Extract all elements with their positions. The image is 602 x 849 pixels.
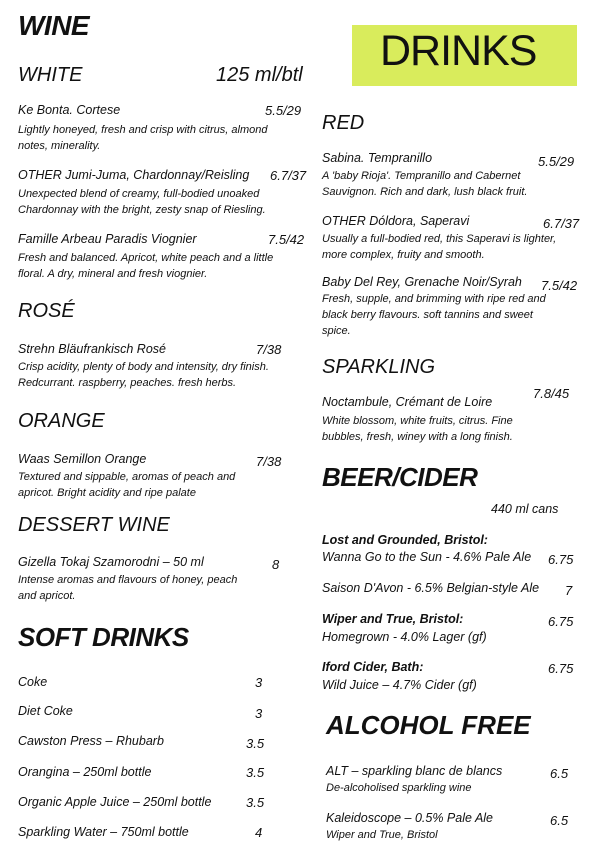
menu-item-desc: A 'baby Rioja'. Tempranillo and Cabernet Sauvignon. Rich and dark, lush black fruit. — [322, 170, 528, 198]
menu-item-name: OTHER Jumi-Juma, Chardonnay/Reisling — [18, 168, 250, 182]
menu-item-desc: White blossom, white fruits, citrus. Fine bubbles, fresh, winey with a long finish. — [322, 415, 513, 443]
menu-item-name: Kaleidoscope – 0.5% Pale Ale — [326, 811, 494, 825]
rose-heading: ROSÉ — [18, 300, 75, 322]
menu-item-price: 7/38 — [256, 454, 282, 469]
menu-item-desc: Crisp acidity, plenty of body and intensity, dry finish. Redcurrant. raspberry, peaches. fresh herbs. — [18, 361, 269, 389]
menu-item-price: 5.5/29 — [265, 103, 302, 118]
beer-size-label: 440 ml cans — [491, 502, 559, 516]
menu-item-price: 6.75 — [548, 552, 574, 567]
menu-item-name: Coke — [18, 675, 48, 689]
menu-item-name: Sparkling Water – 750ml bottle — [18, 825, 189, 839]
menu-item-price: 3.5 — [246, 795, 265, 810]
menu-item-name: Strehn Bläufrankisch Rosé — [18, 342, 166, 356]
menu-item-name: Baby Del Rey, Grenache Noir/Syrah — [322, 275, 522, 289]
menu-item-desc: Wiper and True, Bristol — [326, 829, 438, 841]
menu-item-price: 5.5/29 — [538, 154, 575, 169]
menu-item-name: Saison D'Avon - 6.5% Belgian-style Ale — [322, 581, 540, 595]
menu-item-price: 7.5/42 — [541, 278, 578, 293]
menu-item-price: 3.5 — [246, 736, 265, 751]
menu-item-name: ALT – sparkling blanc de blancs — [326, 764, 503, 778]
menu-item-name: Wild Juice – 4.7% Cider (gf) — [322, 678, 477, 692]
menu-item-name: Noctambule, Crémant de Loire — [322, 395, 493, 409]
menu-item-price: 6.7/37 — [543, 216, 580, 231]
menu-item-price: 6.75 — [548, 661, 574, 676]
menu-item-name: Wanna Go to the Sun - 4.6% Pale Ale — [322, 550, 532, 564]
menu-item-price: 6.75 — [548, 614, 574, 629]
brewery-name: Iford Cider, Bath: — [322, 660, 424, 674]
white-heading: WHITE — [18, 64, 83, 86]
menu-item-name: Sabina. Tempranillo — [322, 151, 433, 165]
menu-item-desc: Intense aromas and flavours of honey, peach and apricot. — [18, 574, 238, 602]
red-heading: RED — [322, 112, 365, 134]
white-size-label: 125 ml/btl — [216, 64, 303, 86]
wine-heading: WINE — [18, 10, 90, 41]
menu-item-desc: Lightly honeyed, fresh and crisp with citrus, almond notes, minerality. — [18, 124, 268, 152]
menu-item-desc: Fresh, supple, and brimming with ripe red and black berry flavours. soft tannins and sweet spice. — [322, 293, 546, 337]
alcohol-free-heading: ALCOHOL FREE — [326, 710, 531, 740]
dessert-wine-heading: DESSERT WINE — [18, 514, 170, 536]
sparkling-heading: SPARKLING — [322, 356, 435, 378]
menu-item-name: OTHER Dóldora, Saperavi — [322, 214, 470, 228]
orange-heading: ORANGE — [18, 410, 105, 432]
menu-item-price: 7/38 — [256, 342, 282, 357]
menu-item-name: Homegrown - 4.0% Lager (gf) — [322, 630, 487, 644]
menu-item-price: 8 — [272, 557, 280, 572]
brewery-name: Lost and Grounded, Bristol: — [322, 533, 488, 547]
drinks-heading: DRINKS — [380, 27, 537, 75]
menu-item-desc: Fresh and balanced. Apricot, white peach and a little floral. A dry, mineral and fresh viognier. — [18, 252, 274, 280]
menu-item-price: 3 — [255, 675, 263, 690]
brewery-name: Wiper and True, Bristol: — [322, 612, 464, 626]
soft-drinks-heading: SOFT DRINKS — [18, 622, 189, 652]
menu-item-desc: Usually a full-bodied red, this Saperavi is lighter, more complex, fruity and smooth. — [322, 233, 557, 261]
menu-item-name: Cawston Press – Rhubarb — [18, 734, 164, 748]
menu-item-price: 3 — [255, 706, 263, 721]
menu-item-price: 7.8/45 — [533, 386, 570, 401]
menu-item-name: Organic Apple Juice – 250ml bottle — [18, 795, 212, 809]
menu-item-desc: De-alcoholised sparkling wine — [326, 782, 472, 794]
beer-cider-heading: BEER/CIDER — [322, 462, 478, 492]
menu-item-desc: Unexpected blend of creamy, full-bodied unoaked Chardonnay with the bright, zesty snap of Riesling. — [18, 188, 266, 216]
menu-item-name: Waas Semillon Orange — [18, 452, 147, 466]
menu-item-price: 4 — [255, 825, 263, 840]
menu-item-name: Famille Arbeau Paradis Viognier — [18, 232, 197, 246]
menu-item-name: Gizella Tokaj Szamorodni – 50 ml — [18, 555, 204, 569]
menu-item-price: 6.5 — [550, 766, 569, 781]
menu-item-price: 6.5 — [550, 813, 569, 828]
menu-item-name: Ke Bonta. Cortese — [18, 103, 121, 117]
menu-item-desc: Textured and sippable, aromas of peach and apricot. Bright acidity and ripe palate — [18, 471, 236, 499]
menu-item-price: 3.5 — [246, 765, 265, 780]
menu-item-name: Diet Coke — [18, 704, 73, 718]
menu-item-price: 7.5/42 — [268, 232, 305, 247]
menu-item-price: 6.7/37 — [270, 168, 307, 183]
menu-item-name: Orangina – 250ml bottle — [18, 765, 152, 779]
menu-item-price: 7 — [565, 583, 573, 598]
